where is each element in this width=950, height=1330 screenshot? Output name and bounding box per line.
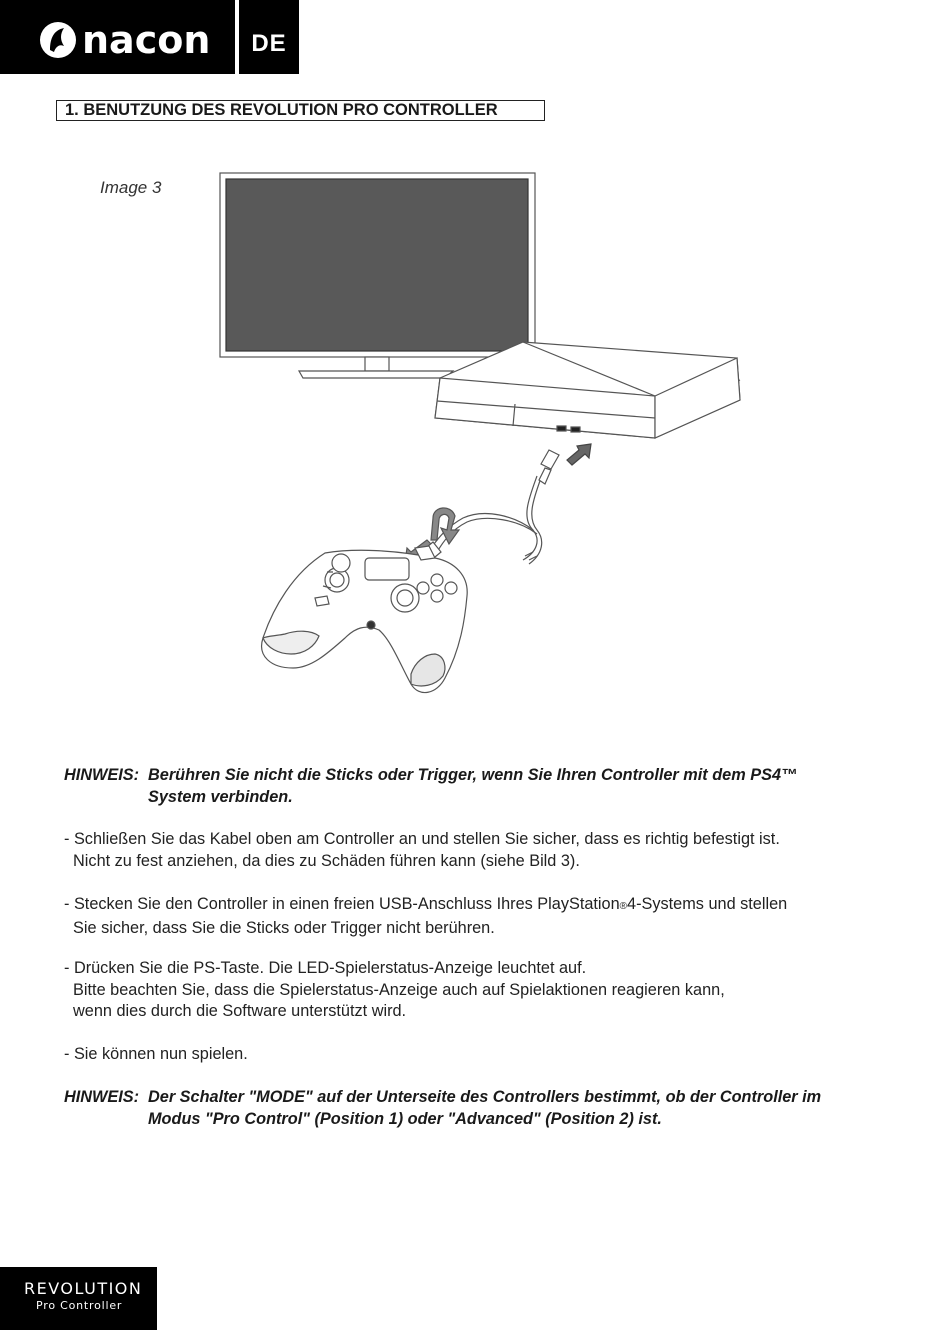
brand-header: [0, 0, 235, 74]
step-line: - Sie können nun spielen.: [64, 1045, 248, 1063]
brand-name: nacon: [82, 20, 211, 60]
step-usb-port: [64, 894, 787, 939]
step-connect-cable: [64, 829, 780, 872]
step-ps-button: [64, 958, 725, 1023]
step-line: - Drücken Sie die PS-Taste. Die LED-Spielerstatus-Anzeige leuchtet auf.: [64, 959, 587, 977]
usb-cable-illustration: [523, 476, 537, 560]
connection-illustration: [215, 168, 755, 718]
usb-plug-illustration: [541, 450, 559, 469]
note-text-line1: Der Schalter "MODE" auf der Unterseite des Controllers bestimmt, ob der Controller im: [148, 1088, 822, 1106]
note-text-line2: Modus "Pro Control" (Position 1) oder "Advanced" (Position 2) ist.: [148, 1110, 662, 1128]
rotate-arrow-icon: [431, 508, 459, 544]
footer-subtitle: Pro Controller: [36, 1299, 123, 1312]
tv-illustration: [220, 173, 535, 378]
nacon-logo: [38, 20, 218, 60]
step-line: 4-Systems und stellen: [627, 895, 788, 913]
step-line: Sie sicher, dass Sie die Sticks oder Trigger nicht berühren.: [64, 918, 495, 937]
step-line: Bitte beachten Sie, dass die Spielerstatus-Anzeige auch auf Spielaktionen reagieren kann,: [64, 980, 725, 999]
controller-illustration: [262, 546, 468, 693]
language-badge: DE: [239, 0, 299, 74]
step-ready: [64, 1044, 248, 1066]
note-text-line2: System verbinden.: [148, 788, 293, 806]
note-label: HINWEIS:: [64, 1088, 140, 1106]
registered-mark: ®: [619, 901, 628, 912]
product-footer: [0, 1267, 157, 1330]
step-line: - Stecken Sie den Controller in einen freien USB-Anschluss Ihres PlayStation: [64, 895, 620, 913]
footer-title: REVOLUTION: [24, 1279, 143, 1298]
note-text-line1: Berühren Sie nicht die Sticks oder Trigger, wenn Sie Ihren Controller mit dem PS4™: [148, 766, 798, 784]
step-line: Nicht zu fest anziehen, da dies zu Schäden führen kann (siehe Bild 3).: [64, 851, 580, 870]
step-line: - Schließen Sie das Kabel oben am Controller an und stellen Sie sicher, dass es richtig befestigt ist.: [64, 830, 780, 848]
figure-caption: Image 3: [100, 178, 162, 197]
insert-arrow-icon: [567, 444, 591, 465]
step-line: wenn dies durch die Software unterstützt wird.: [64, 1002, 407, 1020]
section-title: 1. BENUTZUNG DES REVOLUTION PRO CONTROLLER: [56, 100, 545, 121]
note-label: HINWEIS:: [64, 766, 140, 784]
